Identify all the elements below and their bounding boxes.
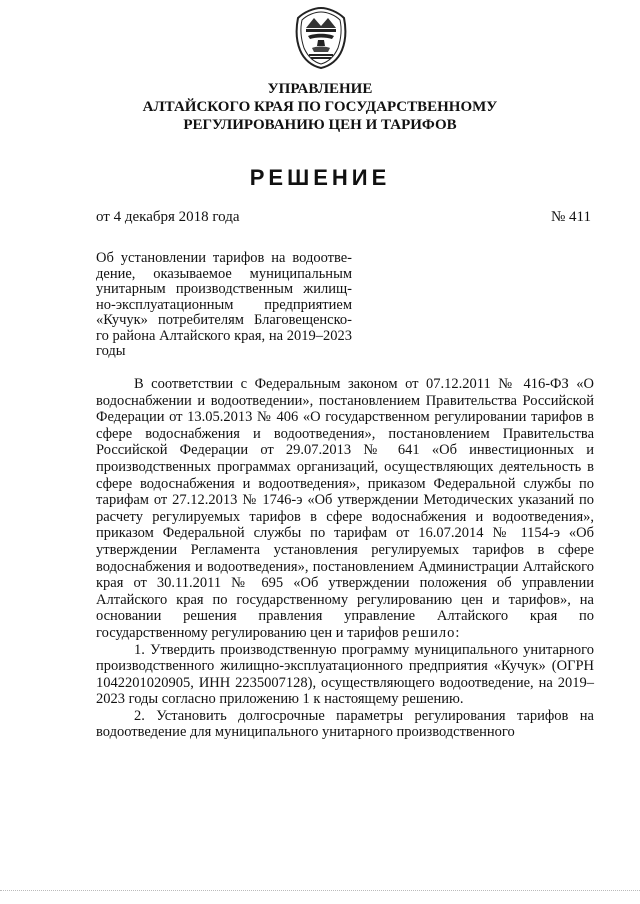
paragraph-1-text: В соответствии с Федеральным законом от 07.12.2011 № 416-ФЗ «О водоснабжении и водоотведении», постановлением Правительства Российской Федерации от 13.05.2013 № 406 «О государственном регулировании тарифов в сфере водоснабжения и водоотведения», постановлением Правительства Российской Федерации от 29.07.2013 № 641 «Об инвестиционных и производственных программах организаций, осуществляющих деятельность в сфере водоснабжения и водоотведения», приказом Федеральной службы по тарифам от 27.12.2013 № 1746-э «Об утверждении Методических указаний по расчету регулируемых тарифов в сфере водоснабжения и водоотведения», приказом Федеральной службы по тарифам от 16.07.2014 № 1154-э «Об утверждении Регламента установления регулируемых тарифов в сфере водоснабжения и водоотведения», постановлением Администрации Алтайского края от 30.11.2011 № 695 «Об утверждении положения об управлении Алтайского края по государственному регулированию цен и тарифов», на основании решения правления управление Алтайского края по государственному регулированию цен и тарифов: [96, 376, 594, 641]
coat-of-arms-icon: [294, 6, 348, 70]
decision-keyword: решило: [402, 624, 456, 641]
document-date: от 4 декабря 2018 года: [96, 209, 240, 225]
organization-header: [0, 80, 640, 134]
body-paragraph-2: 1. Утвердить производственную программу муниципального унитарного производственного жилищно-эксплуатационного предприятия «Кучук» (ОГРН 1042201020905, ИНН 2235007128), осуществляющего водоотведение, на 2019–2023 годы согласно приложению 1 к настоящему решению.: [96, 641, 594, 708]
document-subject: Об установлении тарифов на водоотве-дение, оказываемое муниципальным унитарным производственным жилищ-но-эксплуатационным предприятием «Кучук» потребителям Благовещенско-го района Алтайского края, на 2019–2023 годы: [96, 250, 352, 359]
body-paragraph-1: [96, 376, 594, 642]
header-line-1: УПРАВЛЕНИЕ: [267, 81, 373, 97]
document-number: № 411: [551, 209, 592, 225]
header-line-2: АЛТАЙСКОГО КРАЯ ПО ГОСУДАРСТВЕННОМУ: [142, 99, 498, 115]
document-title: РЕШЕНИЕ: [249, 165, 391, 190]
page-bottom-divider: [0, 890, 640, 891]
header-line-3: РЕГУЛИРОВАНИЮ ЦЕН И ТАРИФОВ: [183, 117, 457, 133]
document-body: [96, 376, 594, 741]
body-paragraph-3: 2. Установить долгосрочные параметры регулирования тарифов на водоотведение для муниципального унитарного производственного: [96, 707, 594, 741]
paragraph-1-end: :: [455, 624, 460, 641]
